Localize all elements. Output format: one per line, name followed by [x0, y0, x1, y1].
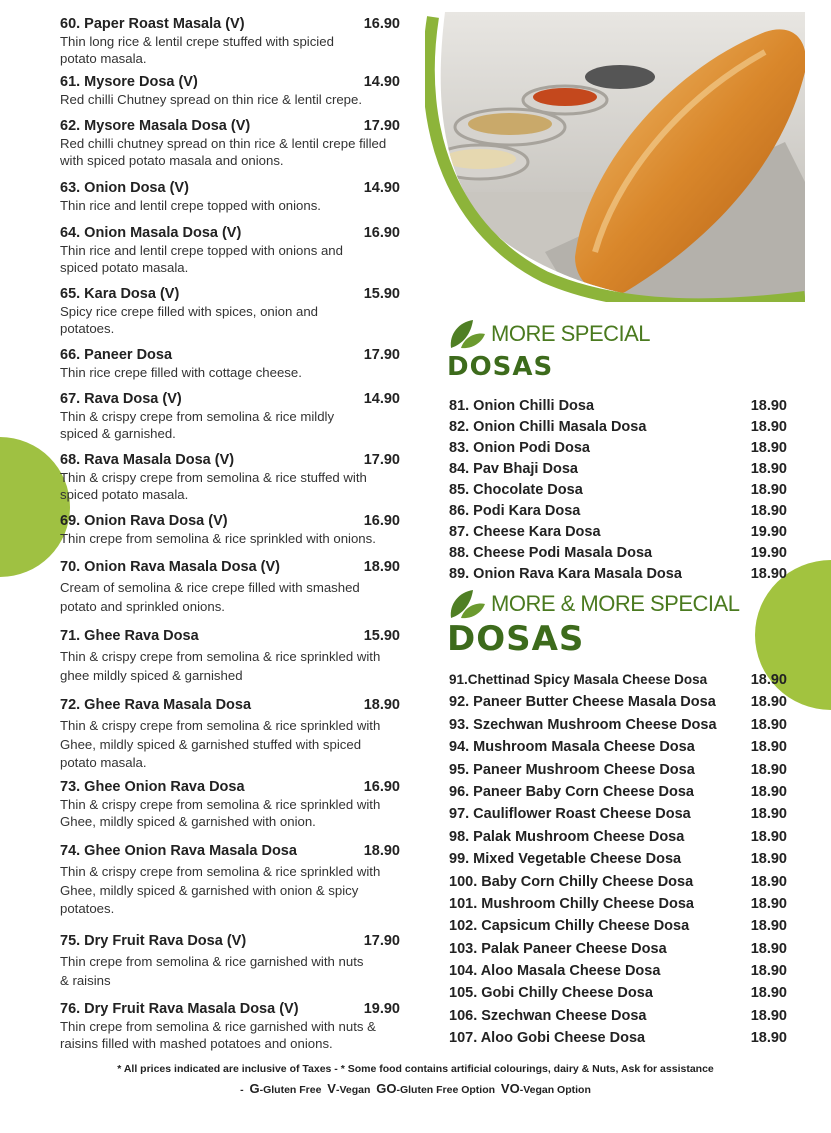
special-dosa-row: [449, 938, 787, 960]
menu-item-description: Thin & crispy crepe from semolina & rice sprinkled with Ghee, mildly spiced & garnished with onion.: [60, 797, 381, 829]
special-dosa-row: [449, 915, 787, 937]
menu-item-heading: [60, 16, 400, 33]
menu-item-description: Thin crepe from semolina & rice sprinkled with onions.: [60, 531, 376, 546]
legend-label: -Vegan Option: [519, 1084, 591, 1096]
special-dosa-price: 18.90: [750, 716, 787, 733]
section1-title-line1: MORE SPECIAL: [491, 321, 651, 346]
special-dosa-price: 18.90: [750, 963, 787, 980]
special-dosa-name: 82. Onion Chilli Masala Dosa: [449, 419, 647, 435]
menu-item-description: Red chilli Chutney spread on thin rice & lentil crepe.: [60, 92, 363, 107]
special-dosa-name: 87. Cheese Kara Dosa: [449, 524, 601, 540]
menu-item-description: Thin & crispy crepe from semolina & rice mildly spiced & garnished.: [60, 409, 335, 441]
menu-item: [60, 74, 400, 109]
legend-label: -Gluten Free Option: [396, 1084, 496, 1096]
special-dosa-price: 18.90: [750, 672, 787, 688]
special-dosa-price: 18.90: [750, 761, 787, 778]
menu-item: [60, 16, 400, 67]
special-dosa-row: [449, 1027, 787, 1049]
special-dosa-price: 18.90: [750, 503, 787, 519]
section1-title-line2: DOSAS: [447, 352, 554, 382]
menu-item-price: 17.90: [363, 452, 400, 468]
special-dosa-name: 91.Chettinad Spicy Masala Cheese Dosa: [449, 672, 708, 687]
special-dosa-row: [449, 1005, 787, 1027]
menu-item-heading: [60, 843, 400, 860]
special-dosa-row: [449, 543, 787, 564]
special-dosa-name: 81. Onion Chilli Dosa: [449, 398, 595, 414]
menu-item-name: 73. Ghee Onion Rava Dosa: [60, 779, 245, 795]
leaf-icon: [447, 318, 487, 350]
special-dosa-price: 18.90: [750, 566, 787, 582]
special-dosa-row: [449, 501, 787, 522]
special-dosa-price: 18.90: [750, 739, 787, 756]
menu-item: [60, 180, 400, 215]
special-dosa-price: 18.90: [750, 461, 787, 477]
special-dosa-name: 96. Paneer Baby Corn Cheese Dosa: [449, 783, 694, 800]
section-title-more-special: [447, 318, 650, 382]
special-dosa-name: 95. Paneer Mushroom Cheese Dosa: [449, 761, 695, 778]
special-dosa-row: [449, 826, 787, 848]
menu-item-description: Thin crepe from semolina & rice garnished with nuts & raisins filled with mashed potatoes and onions.: [60, 1019, 376, 1051]
section-title-more-and-more-special: [447, 588, 739, 658]
menu-item-price: 14.90: [363, 180, 400, 196]
special-dosa-row: [449, 848, 787, 870]
menu-item: [60, 118, 400, 169]
menu-item: [60, 225, 400, 276]
special-dosa-row: [449, 803, 787, 825]
special-dosa-name: 100. Baby Corn Chilly Cheese Dosa: [449, 873, 694, 890]
menu-item-name: 63. Onion Dosa (V): [60, 180, 189, 196]
menu-item-price: 17.90: [363, 933, 400, 949]
special-dosa-row: [449, 982, 787, 1004]
special-dosa-name: 84. Pav Bhaji Dosa: [449, 461, 578, 477]
special-dosa-name: 86. Podi Kara Dosa: [449, 503, 581, 519]
special-dosa-price: 18.90: [750, 482, 787, 498]
menu-item-name: 60. Paper Roast Masala (V): [60, 16, 245, 32]
footer-legend: [0, 1081, 831, 1096]
menu-item-name: 71. Ghee Rava Dosa: [60, 628, 199, 644]
menu-item-name: 76. Dry Fruit Rava Masala Dosa (V): [60, 1001, 299, 1017]
section1-list: [449, 396, 787, 585]
legend-code: GO: [376, 1081, 397, 1096]
menu-item-heading: [60, 391, 400, 408]
menu-item-name: 72. Ghee Rava Masala Dosa: [60, 697, 252, 713]
menu-item-description: Thin & crispy crepe from semolina & rice sprinkled with Ghee, mildly spiced & garnished stuffed with spiced potato masala.: [60, 718, 381, 770]
menu-item-description: Thin rice crepe filled with cottage cheese.: [60, 365, 302, 380]
menu-item-price: 19.90: [363, 1001, 400, 1017]
menu-item-price: 17.90: [363, 347, 400, 363]
menu-item-heading: [60, 559, 400, 576]
menu-item-description: Thin crepe from semolina & rice garnished with nuts & raisins: [60, 954, 364, 988]
special-dosa-name: 97. Cauliflower Roast Cheese Dosa: [449, 806, 691, 823]
special-dosa-name: 98. Palak Mushroom Cheese Dosa: [449, 828, 685, 845]
menu-item-price: 15.90: [363, 286, 400, 302]
menu-item-price: 14.90: [363, 391, 400, 407]
leaf-icon: [447, 588, 487, 620]
special-dosa-row: [449, 960, 787, 982]
menu-item: [60, 933, 400, 990]
menu-item-name: 64. Onion Masala Dosa (V): [60, 225, 242, 241]
special-dosa-name: 99. Mixed Vegetable Cheese Dosa: [449, 851, 682, 868]
special-dosa-row: [449, 522, 787, 543]
menu-item-name: 61. Mysore Dosa (V): [60, 74, 198, 90]
menu-item-name: 70. Onion Rava Masala Dosa (V): [60, 559, 280, 575]
menu-item-heading: [60, 779, 400, 796]
menu-item-heading: [60, 286, 400, 303]
menu-item-description: Thin & crispy crepe from semolina & rice stuffed with spiced potato masala.: [60, 470, 367, 502]
special-dosa-price: 18.90: [750, 1007, 787, 1024]
menu-item-heading: [60, 74, 400, 91]
menu-item-price: 17.90: [363, 118, 400, 134]
menu-item-heading: [60, 697, 400, 714]
special-dosa-row: [449, 893, 787, 915]
special-dosa-row: [449, 480, 787, 501]
special-dosa-name: 106. Szechwan Cheese Dosa: [449, 1007, 647, 1024]
special-dosa-price: 18.90: [750, 851, 787, 868]
special-dosa-row: [449, 714, 787, 736]
menu-item-heading: [60, 513, 400, 530]
menu-item: [60, 628, 400, 685]
special-dosa-price: 18.90: [750, 806, 787, 823]
menu-item-description: Thin long rice & lentil crepe stuffed with spicied potato masala.: [60, 34, 334, 66]
menu-item-heading: [60, 1001, 400, 1018]
menu-item-name: 75. Dry Fruit Rava Dosa (V): [60, 933, 247, 949]
menu-item-description: Cream of semolina & rice crepe filled with smashed potato and sprinkled onions.: [60, 580, 360, 614]
menu-item-heading: [60, 118, 400, 135]
special-dosa-row: [449, 871, 787, 893]
special-dosa-price: 18.90: [750, 440, 787, 456]
special-dosa-name: 85. Chocolate Dosa: [449, 482, 583, 498]
special-dosa-row: [449, 669, 787, 691]
menu-item: [60, 347, 400, 382]
special-dosa-row: [449, 438, 787, 459]
legend-code: VO: [500, 1081, 520, 1096]
menu-item-description: Thin rice and lentil crepe topped with onions and spiced potato masala.: [60, 243, 343, 275]
menu-item-price: 16.90: [363, 779, 400, 795]
menu-item-heading: [60, 180, 400, 197]
special-dosa-price: 19.90: [750, 524, 787, 540]
special-dosa-price: 18.90: [750, 783, 787, 800]
special-dosa-row: [449, 781, 787, 803]
special-dosa-name: 93. Szechwan Mushroom Cheese Dosa: [449, 716, 717, 733]
footer-note: * All prices indicated are inclusive of Taxes - * Some food contains artificial colourings, dairy & Nuts, Ask for assistance: [117, 1063, 714, 1075]
special-dosa-name: 105. Gobi Chilly Cheese Dosa: [449, 985, 653, 1002]
special-dosa-name: 101. Mushroom Chilly Cheese Dosa: [449, 895, 694, 912]
special-dosa-price: 19.90: [750, 545, 787, 561]
menu-item-name: 66. Paneer Dosa: [60, 347, 173, 363]
legend-separator: -: [240, 1084, 250, 1096]
special-dosa-price: 18.90: [750, 398, 787, 414]
menu-item-price: 18.90: [363, 697, 400, 713]
menu-item-name: 67. Rava Dosa (V): [60, 391, 182, 407]
menu-item-name: 74. Ghee Onion Rava Masala Dosa: [60, 843, 297, 859]
menu-item: [60, 559, 400, 616]
menu-item-price: 18.90: [363, 843, 400, 859]
legend-code: G: [249, 1081, 260, 1096]
special-dosa-price: 18.90: [750, 419, 787, 435]
menu-item-description: Thin & crispy crepe from semolina & rice sprinkled with ghee mildly spiced & garnished: [60, 649, 381, 683]
menu-item-price: 15.90: [363, 628, 400, 644]
menu-item: [60, 286, 400, 337]
menu-item-description: Thin & crispy crepe from semolina & rice sprinkled with Ghee, mildly spiced & garnished with onion & spicy potatoes.: [60, 864, 381, 916]
special-dosa-row: [449, 736, 787, 758]
menu-item-name: 68. Rava Masala Dosa (V): [60, 452, 235, 468]
special-dosa-name: 104. Aloo Masala Cheese Dosa: [449, 963, 661, 980]
special-dosa-name: 89. Onion Rava Kara Masala Dosa: [449, 566, 682, 582]
menu-item: [60, 697, 400, 773]
special-dosa-name: 103. Palak Paneer Cheese Dosa: [449, 940, 667, 957]
special-dosa-row: [449, 417, 787, 438]
legend-label: -Vegan: [335, 1084, 371, 1096]
menu-item: [60, 779, 400, 830]
menu-item-heading: [60, 452, 400, 469]
special-dosa-row: [449, 396, 787, 417]
special-dosa-name: 94. Mushroom Masala Cheese Dosa: [449, 739, 695, 756]
menu-item-price: 18.90: [363, 559, 400, 575]
menu-item-description: Spicy rice crepe filled with spices, onion and potatoes.: [60, 304, 319, 336]
menu-item: [60, 843, 400, 919]
special-dosa-row: [449, 759, 787, 781]
menu-item-name: 62. Mysore Masala Dosa (V): [60, 118, 251, 134]
menu-item-price: 16.90: [363, 513, 400, 529]
menu-item-price: 14.90: [363, 74, 400, 90]
menu-item: [60, 452, 400, 503]
menu-item-heading: [60, 347, 400, 364]
menu-item-heading: [60, 628, 400, 645]
special-dosa-name: 83. Onion Podi Dosa: [449, 440, 590, 456]
menu-item-description: Thin rice and lentil crepe topped with onions.: [60, 198, 321, 213]
menu-item-heading: [60, 933, 400, 950]
legend-label: -Gluten Free: [259, 1084, 322, 1096]
special-dosa-price: 18.90: [750, 918, 787, 935]
menu-item-price: 16.90: [363, 225, 400, 241]
special-dosa-name: 102. Capsicum Chilly Cheese Dosa: [449, 918, 690, 935]
special-dosa-price: 18.90: [750, 828, 787, 845]
legend-code: V: [327, 1081, 336, 1096]
special-dosa-name: 107. Aloo Gobi Cheese Dosa: [449, 1030, 646, 1047]
special-dosa-row: [449, 459, 787, 480]
special-dosa-price: 18.90: [750, 895, 787, 912]
menu-item-description: Red chilli chutney spread on thin rice & lentil crepe filled with spiced potato masala and onions.: [60, 136, 387, 168]
dosa-photo: [425, 12, 805, 302]
section2-list: [449, 669, 787, 1050]
menu-item-price: 16.90: [363, 16, 400, 32]
section2-title-line1: MORE & MORE SPECIAL: [491, 591, 740, 616]
special-dosa-row: [449, 691, 787, 713]
special-dosa-row: [449, 564, 787, 585]
menu-item: [60, 513, 400, 548]
menu-item: [60, 1001, 400, 1052]
special-dosa-price: 18.90: [750, 873, 787, 890]
menu-item-heading: [60, 225, 400, 242]
section2-title-line2: DOSAS: [447, 619, 585, 659]
special-dosa-price: 18.90: [750, 940, 787, 957]
menu-item: [60, 391, 400, 442]
special-dosa-name: 92. Paneer Butter Cheese Masala Dosa: [449, 694, 716, 711]
special-dosa-price: 18.90: [750, 1030, 787, 1047]
special-dosa-price: 18.90: [750, 985, 787, 1002]
special-dosa-price: 18.90: [750, 694, 787, 711]
menu-item-name: 69. Onion Rava Dosa (V): [60, 513, 228, 529]
special-dosa-name: 88. Cheese Podi Masala Dosa: [449, 545, 653, 561]
menu-item-name: 65. Kara Dosa (V): [60, 286, 180, 302]
